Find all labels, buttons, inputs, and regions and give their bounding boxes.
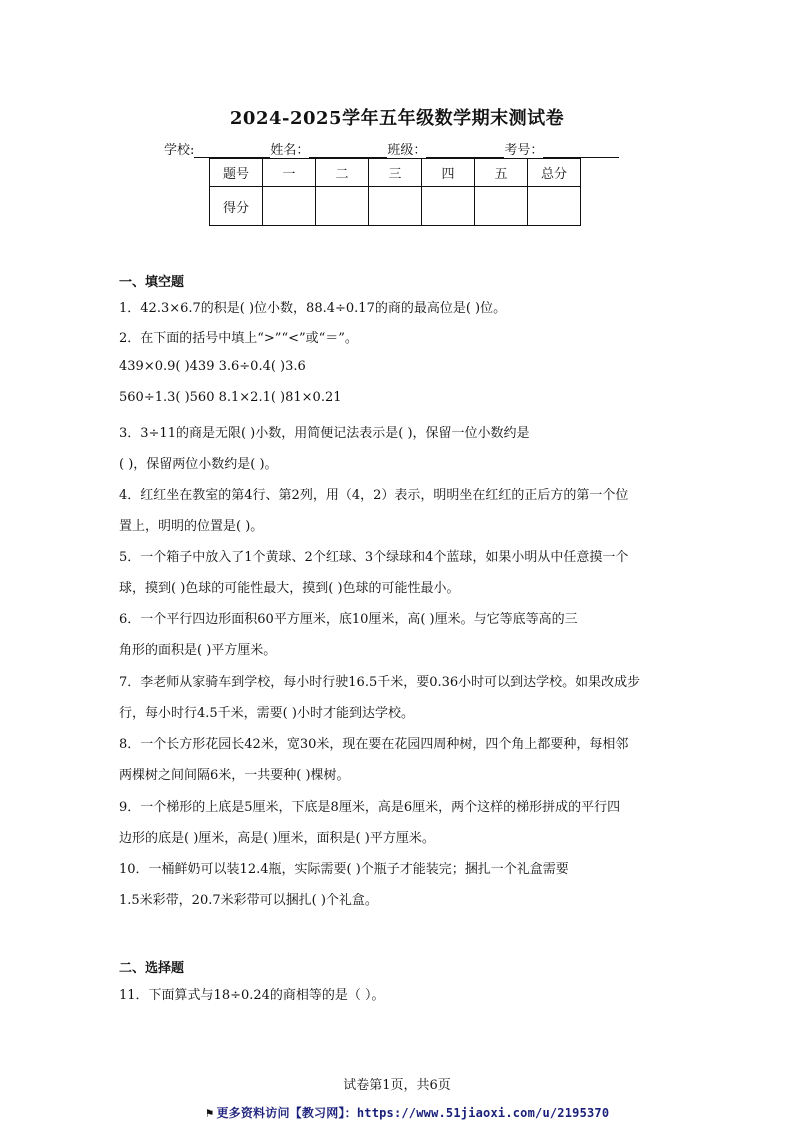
section-heading-fill-in: 一、填空题	[119, 275, 185, 290]
question-11: 11．下面算式与18÷0.24的商相等的是（ ）。	[119, 988, 385, 1003]
school-label: 学校:	[164, 143, 195, 158]
question-6-line-1: 6．一个平行四边形面积60平方厘米，底10厘米，高( )厘米。与它等底等高的三	[119, 612, 578, 627]
score-cell	[475, 187, 528, 226]
score-table	[209, 158, 581, 226]
score-cell	[263, 187, 316, 226]
exam-no-label: 考号：	[504, 143, 544, 158]
score-table-header-cell: 三	[369, 159, 422, 187]
question-8-line-1: 8．一个长方形花园长42米，宽30米，现在要在花园四周种树，四个角上都要种，每相邻	[119, 737, 629, 752]
page-footer: 试卷第1页，共6页	[343, 1078, 451, 1093]
question-3-line-1: 3．3÷11的商是无限( )小数，用简便记法表示是( )，保留一位小数约是	[119, 426, 530, 441]
question-2-line-b: 560÷1.3( )560 8.1×2.1( )81×0.21	[119, 390, 342, 405]
score-table-header-cell: 总分	[528, 159, 581, 187]
score-table-header-row	[210, 159, 581, 187]
flag-icon: ⚑	[206, 1106, 214, 1120]
question-1: 1．42.3×6.7的积是( )位小数，88.4÷0.17的商的最高位是( )位。	[119, 301, 507, 316]
exam-no-blank	[543, 143, 619, 158]
score-cell	[422, 187, 475, 226]
score-row-label: 得分	[210, 187, 263, 226]
score-cell	[528, 187, 581, 226]
question-5-line-2: 球，摸到( )色球的可能性最大，摸到( )色球的可能性最小。	[119, 581, 460, 596]
score-table-header-cell: 五	[475, 159, 528, 187]
banner-text[interactable]: 更多资料访问【教习网】：https://www.51jiaoxi.com/u/2195370	[216, 1106, 610, 1120]
score-table-header-cell: 一	[263, 159, 316, 187]
score-cell	[369, 187, 422, 226]
score-cell	[316, 187, 369, 226]
class-blank	[426, 143, 504, 158]
question-3-line-2: ( )，保留两位小数约是( )。	[119, 457, 278, 472]
question-9-line-2: 边形的底是( )厘米，高是( )厘米，面积是( )平方厘米。	[119, 831, 435, 846]
question-6-line-2: 角形的面积是( )平方厘米。	[119, 643, 277, 658]
question-4-line-2: 置上，明明的位置是( )。	[119, 519, 264, 534]
question-8-line-2: 两棵树之间间隔6米，一共要种( )棵树。	[119, 768, 350, 783]
score-table-header-cell: 题号	[210, 159, 263, 187]
score-table-score-row	[210, 187, 581, 226]
question-2-line-a: 439×0.9( )439 3.6÷0.4( )3.6	[119, 359, 306, 374]
student-info-line	[164, 139, 619, 158]
question-10-line-2: 1.5米彩带，20.7米彩带可以捆扎( )个礼盒。	[119, 893, 378, 908]
name-blank	[309, 143, 387, 158]
school-blank	[194, 143, 270, 158]
section-heading-multiple-choice: 二、选择题	[119, 961, 185, 976]
question-2: 2．在下面的括号中填上“>”“<”或“＝”。	[119, 331, 358, 346]
question-5-line-1: 5．一个箱子中放入了1个黄球、2个红球、3个绿球和4个蓝球，如果小明从中任意摸一个	[119, 550, 629, 565]
score-table-header-cell: 四	[422, 159, 475, 187]
score-table-header-cell: 二	[316, 159, 369, 187]
class-label: 班级：	[387, 143, 427, 158]
name-label: 姓名：	[270, 143, 310, 158]
question-7-line-1: 7．李老师从家骑车到学校，每小时行驶16.5千米，要0.36小时可以到达学校。如果改成步	[119, 675, 641, 690]
resource-banner[interactable]	[206, 1104, 609, 1121]
page-title: 2024-2025学年五年级数学期末测试卷	[229, 108, 565, 129]
question-9-line-1: 9．一个梯形的上底是5厘米，下底是8厘米，高是6厘米，两个这样的梯形拼成的平行四	[119, 800, 621, 815]
question-4-line-1: 4．红红坐在教室的第4行、第2列，用（4，2）表示，明明坐在红红的正后方的第一个位	[119, 488, 629, 503]
question-10-line-1: 10．一桶鲜奶可以装12.4瓶，实际需要( )个瓶子才能装完；捆扎一个礼盒需要	[119, 862, 569, 877]
question-7-line-2: 行，每小时行4.5千米，需要( )小时才能到达学校。	[119, 706, 414, 721]
